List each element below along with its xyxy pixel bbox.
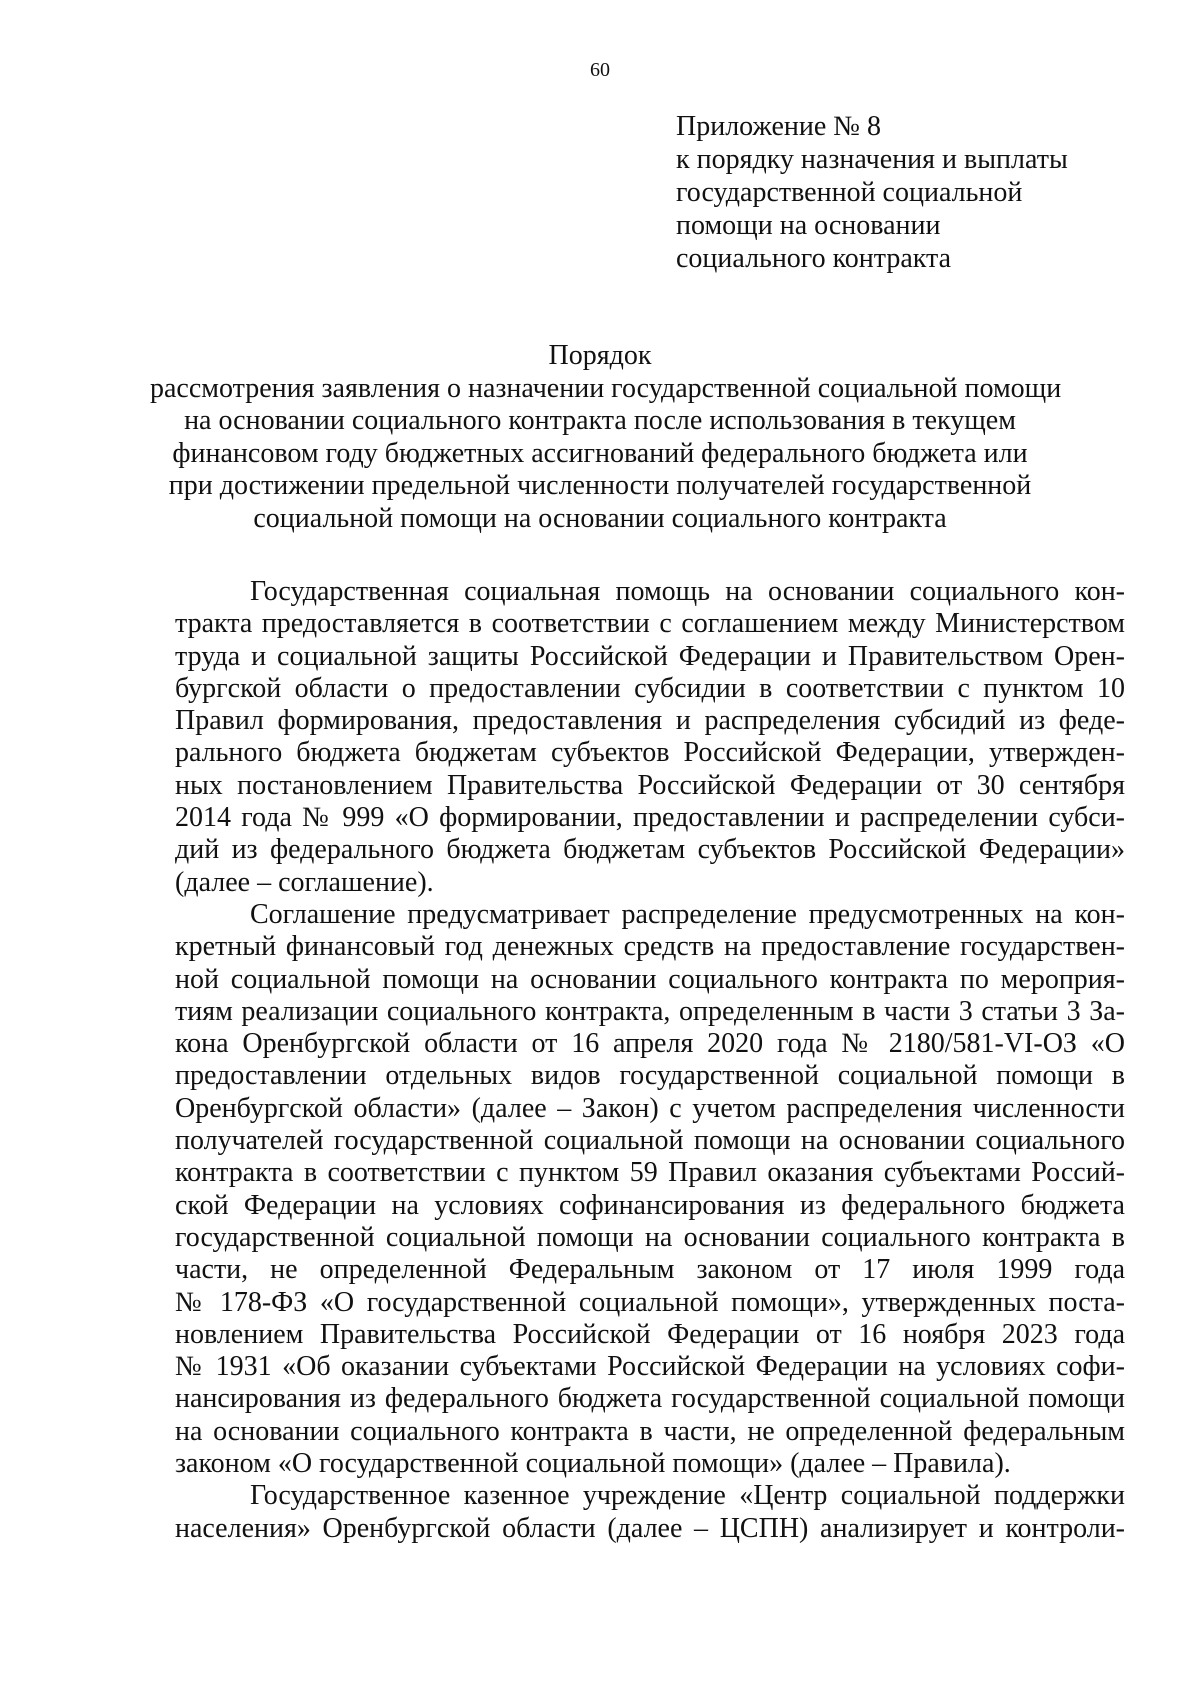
body-line: населения» Оренбургской области (далее – ЦСПН) анализирует и контроли-: [175, 1512, 1125, 1544]
body-line: № 178-ФЗ «О государственной социальной помощи», утвержденных поста-: [175, 1286, 1125, 1318]
title-line: на основании социального контракта после использования в текущем: [184, 405, 1016, 436]
body-line: 2014 года № 999 «О формировании, предоставлении и распределении субси-: [175, 802, 1125, 834]
body-line: ных постановлением Правительства Российской Федерации от 30 сентября: [175, 769, 1125, 801]
title-line: при достижении предельной численности получателей государственной: [168, 470, 1032, 501]
document-body: [175, 576, 1125, 1545]
body-line: Правил формирования, предоставления и распределения субсидий из феде-: [175, 705, 1125, 737]
body-line: государственной социальной помощи на основании социального контракта в: [175, 1221, 1125, 1253]
body-line: № 1931 «Об оказании субъектами Российской Федерации на условиях софи-: [175, 1351, 1125, 1383]
body-line: дий из федерального бюджета бюджетам субъектов Российской Федерации»: [175, 834, 1125, 866]
body-line: ной социальной помощи на основании социального контракта по мероприя-: [175, 963, 1125, 995]
body-line: Государственная социальная помощь на основании социального кон-: [250, 576, 1125, 607]
body-line: кретный финансовый год денежных средств на предоставление государствен-: [175, 931, 1125, 963]
body-line: получателей государственной социальной помощи на основании социального: [175, 1125, 1125, 1157]
page-number: 60: [590, 59, 610, 81]
body-line: рального бюджета бюджетам субъектов Российской Федерации, утвержден-: [175, 737, 1125, 769]
title-line: рассмотрения заявления о назначении государственной социальной помощи: [150, 372, 1062, 404]
document-title: [150, 340, 1062, 535]
body-line: ской Федерации на условиях софинансирования из федерального бюджета: [175, 1189, 1125, 1221]
body-line: контракта в соответствии с пунктом 59 Правил оказания субъектами Россий-: [175, 1157, 1125, 1189]
body-line: Государственное казенное учреждение «Центр социальной поддержки: [250, 1480, 1125, 1512]
body-line: части, не определенной Федеральным законом от 17 июля 1999 года: [175, 1254, 1125, 1286]
body-line: нансирования из федерального бюджета государственной социальной помощи: [175, 1383, 1125, 1415]
appendix-line: государственной социальной: [676, 177, 1023, 208]
body-line: кона Оренбургской области от 16 апреля 2020 года № 2180/581-VI-ОЗ «О: [175, 1028, 1125, 1060]
body-line: тиям реализации социального контракта, определенным в части 3 статьи 3 За-: [175, 995, 1125, 1027]
appendix-heading: [676, 110, 1156, 275]
title-line: социальной помощи на основании социального контракта: [253, 502, 947, 534]
body-line: Оренбургской области» (далее – Закон) с учетом распределения численности: [175, 1092, 1125, 1124]
body-line: бургской области о предоставлении субсидии в соответствии с пунктом 10: [175, 672, 1125, 704]
body-line: на основании социального контракта в части, не определенной федеральным: [175, 1415, 1125, 1447]
appendix-line: помощи на основании: [676, 210, 941, 241]
body-line: (далее – соглашение).: [175, 866, 434, 898]
appendix-line: к порядку назначения и выплаты: [676, 144, 1068, 175]
body-line: тракта предоставляется в соответствии с соглашением между Министерством: [175, 608, 1125, 640]
body-line: труда и социальной защиты Российской Федерации и Правительством Орен-: [175, 640, 1125, 672]
appendix-line: Приложение № 8: [676, 111, 881, 142]
body-line: Соглашение предусматривает распределение предусмотренных на кон-: [250, 898, 1125, 930]
title-line: финансовом году бюджетных ассигнований федерального бюджета или: [172, 437, 1028, 469]
title-line: Порядок: [548, 340, 652, 371]
appendix-line: социального контракта: [676, 243, 951, 274]
body-line: новлением Правительства Российской Федерации от 16 ноября 2023 года: [175, 1318, 1125, 1350]
body-line: законом «О государственной социальной помощи» (далее – Правила).: [175, 1448, 1011, 1480]
body-line: предоставлении отдельных видов государственной социальной помощи в: [175, 1060, 1125, 1092]
